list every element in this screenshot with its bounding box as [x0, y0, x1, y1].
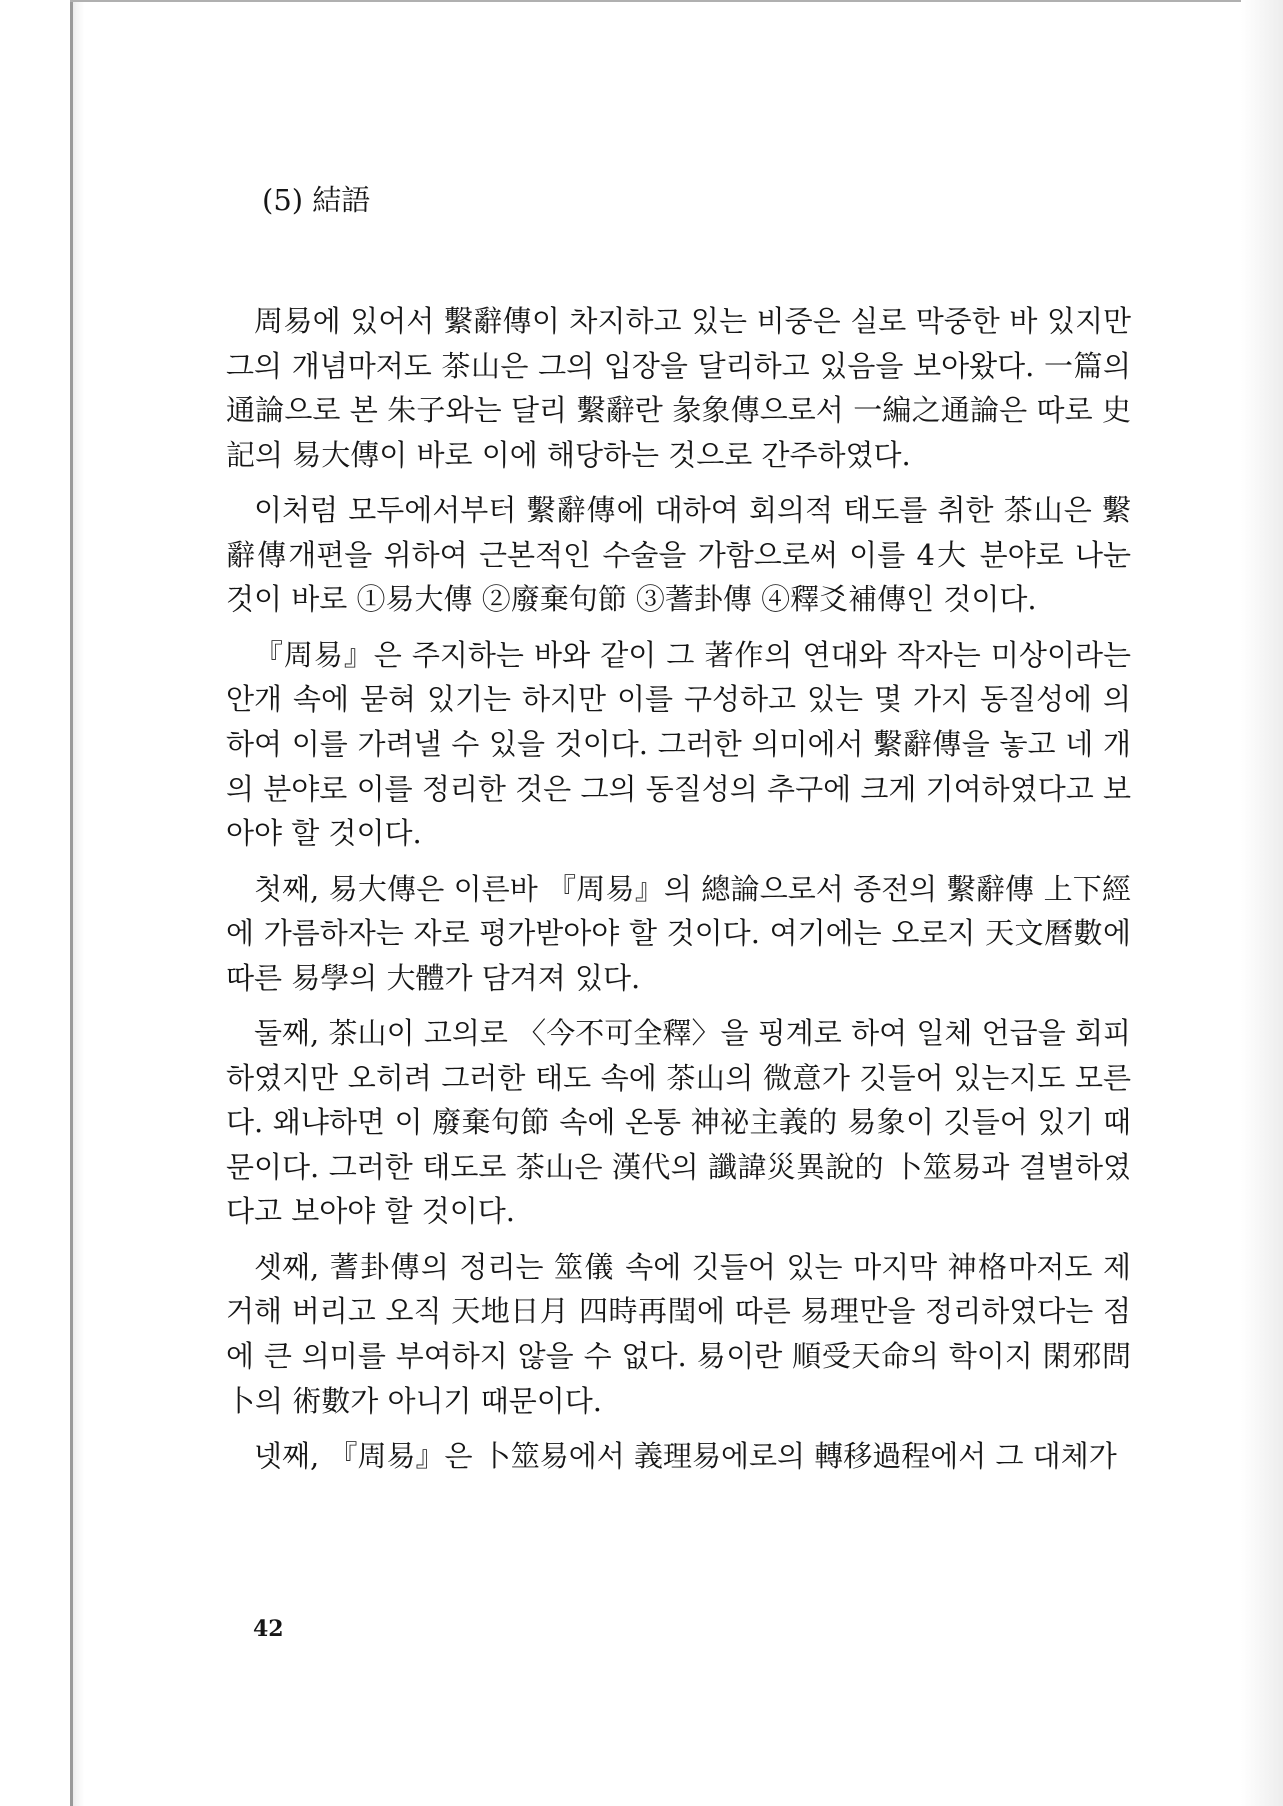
paragraph-2: 이처럼 모두에서부터 繫辭傳에 대하여 회의적 태도를 취한 茶山은 繫辭傳개편을 위하여 근본적인 수술을 가함으로써 이를 4大 분야로 나눈 것이 바로 ①易大傳 ②廢棄句節 ③蓍卦傳 ④釋爻補傳인 것이다.: [226, 493, 1131, 617]
paragraph-6: 셋째, 蓍卦傳의 정리는 筮儀 속에 깃들어 있는 마지막 神格마저도 제거해 버리고 오직 天地日月 四時再閏에 따른 易理만을 정리하였다는 점에 큰 의미를 부여하지 않을 수 없다. 易이란 順受天命의 학이지 閑邪問卜의 術數가 아니기 때문이다.: [226, 1249, 1131, 1418]
paragraph-5: 둘째, 茶山이 고의로 〈今不可全釋〉을 핑계로 하여 일체 언급을 회피하였지만 오히려 그러한 태도 속에 茶山의 微意가 깃들어 있는지도 모른다. 왜냐하면 이 廢棄句節 속에 온통 神祕主義的 易象이 깃들어 있기 때문이다. 그러한 태도로 茶山은 漢代의 讖諱災異說的 卜筮易과 결별하였다고 보아야 할 것이다.: [226, 1016, 1131, 1229]
paragraph-4: 첫째, 易大傳은 이른바 『周易』의 總論으로서 종전의 繫辭傳 上下經에 가름하자는 자로 평가받아야 할 것이다. 여기에는 오로지 天文曆數에 따른 易學의 大體가 담겨져 있다.: [226, 871, 1131, 995]
body-text: [226, 299, 1131, 1489]
paragraph-3: 『周易』은 주지하는 바와 같이 그 著作의 연대와 작자는 미상이라는 안개 속에 묻혀 있기는 하지만 이를 구성하고 있는 몇 가지 동질성에 의하여 이를 가려낼 수 있을 것이다. 그러한 의미에서 繫辭傳을 놓고 네 개의 분야로 이를 정리한 것은 그의 동질성의 추구에 크게 기여하였다고 보아야 할 것이다.: [226, 637, 1131, 851]
page-left-edge: [70, 0, 73, 1806]
page-right-shadow: [1241, 0, 1283, 1806]
paragraph-1: 周易에 있어서 繫辭傳이 차지하고 있는 비중은 실로 막중한 바 있지만 그의 개념마저도 茶山은 그의 입장을 달리하고 있음을 보아왔다. 一篇의 通論으로 본 朱子와는 달리 繫辭란 彖象傳으로서 一編之通論은 따로 史記의 易大傳이 바로 이에 해당하는 것으로 간주하였다.: [226, 304, 1131, 472]
paragraph-7: 넷째, 『周易』은 卜筮易에서 義理易에로의 轉移過程에서 그 대체가: [254, 1439, 1117, 1474]
section-heading: (5) 結語: [262, 183, 371, 217]
page-number: 42: [253, 1616, 284, 1642]
page-top-edge: [70, 0, 1250, 2]
